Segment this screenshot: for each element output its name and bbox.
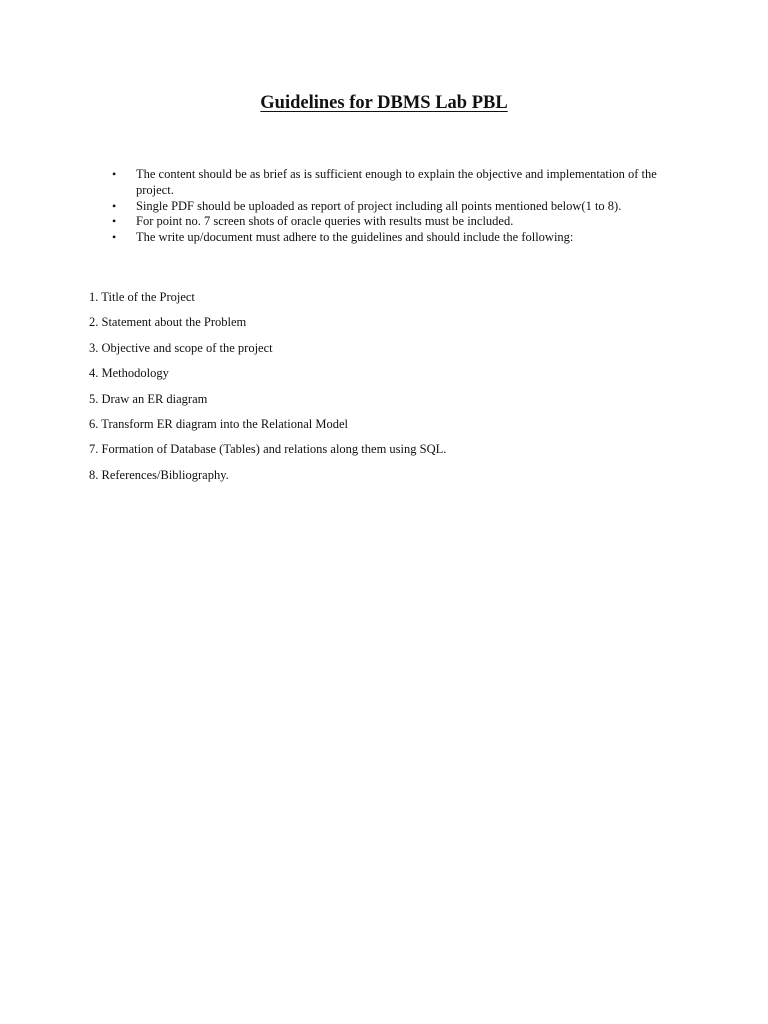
bullet-icon: • — [112, 230, 117, 245]
guideline-text: For point no. 7 screen shots of oracle queries with results must be included. — [136, 214, 514, 229]
report-section-item: 5. Draw an ER diagram — [89, 391, 208, 406]
report-section-list — [89, 289, 446, 492]
bullet-icon: • — [112, 198, 117, 213]
guideline-bullet — [0, 230, 768, 246]
bullet-icon: • — [112, 214, 117, 229]
report-section-item: 4. Methodology — [89, 366, 169, 381]
document-title: Guidelines for DBMS Lab PBL — [260, 93, 508, 113]
guideline-bullet — [0, 214, 768, 230]
report-section-item: 8. References/Bibliography. — [89, 467, 229, 482]
guideline-text: The content should be as brief as is sufficient enough to explain the objective and implementation of the project. — [136, 167, 657, 197]
report-section-item: 1. Title of the Project — [89, 290, 195, 304]
bullet-icon: • — [112, 167, 117, 181]
guideline-text: The write up/document must adhere to the guidelines and should include the following: — [136, 230, 574, 245]
guideline-bullet-list — [0, 167, 768, 246]
report-section-item: 6. Transform ER diagram into the Relational Model — [89, 416, 348, 431]
report-section-item: 2. Statement about the Problem — [89, 315, 247, 330]
report-section-item: 7. Formation of Database (Tables) and relations along them using SQL. — [89, 442, 447, 457]
guideline-bullet — [0, 167, 768, 199]
guideline-text: Single PDF should be uploaded as report of project including all points mentioned below(1 to 8). — [136, 198, 622, 213]
guideline-bullet — [0, 199, 768, 215]
report-section-item: 3. Objective and scope of the project — [89, 340, 273, 355]
